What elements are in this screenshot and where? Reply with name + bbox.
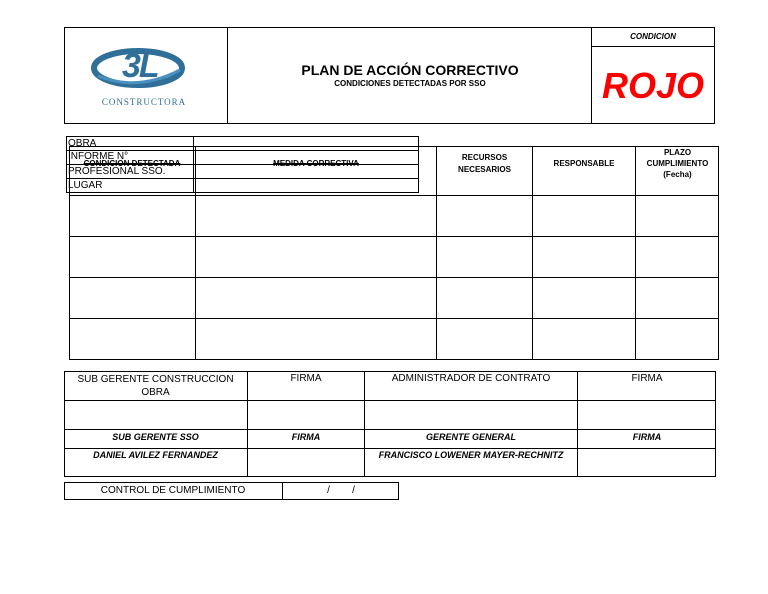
info-label-informe: INFORME N° [68, 151, 129, 162]
logo-subtitle: CONSTRUCTORA [101, 97, 187, 107]
condicion-label: CONDICION [630, 32, 676, 41]
table-hline [69, 195, 719, 196]
sig-firma-3: FIRMA [291, 432, 321, 442]
table-hline [69, 277, 719, 278]
sig-name-sso: DANIEL AVILEZ FERNANDEZ [93, 450, 218, 460]
condicion-value: ROJO [601, 65, 705, 106]
info-label-profesional: PROFESIONAL SSO. [68, 166, 166, 177]
col-header-recursos: RECURSOS NECESARIOS [458, 153, 511, 174]
table-hline [69, 236, 719, 237]
col-header-responsable: RESPONSABLE [553, 159, 615, 168]
sig-sub-gerente-construccion: SUB GERENTE CONSTRUCCION OBRA [77, 374, 234, 398]
page-subtitle: CONDICIONES DETECTADAS POR SSO [334, 79, 486, 88]
sig-vline [364, 371, 365, 477]
table-vline [532, 146, 533, 360]
condicion-label-cell [591, 27, 715, 47]
info-label-lugar: LUGAR [68, 180, 103, 191]
sig-sub-gerente-sso: SUB GERENTE SSO [112, 432, 199, 442]
title-cell [229, 62, 591, 88]
sig-name-gerente: FRANCISCO LOWENER MAYER-RECHNITZ [378, 450, 564, 460]
sig-vline [577, 371, 578, 477]
sig-firma-4: FIRMA [632, 432, 662, 442]
sig-hline [64, 400, 716, 401]
control-date: / / [327, 485, 355, 496]
condicion-value-cell [591, 48, 715, 124]
sig-hline [64, 429, 716, 430]
table-hline [69, 318, 719, 319]
sig-vline [247, 371, 248, 477]
sig-gerente-general: GERENTE GENERAL [425, 432, 516, 442]
page-title: PLAN DE ACCIÓN CORRECTIVO [301, 62, 519, 78]
sig-firma-1: FIRMA [290, 373, 322, 384]
sig-administrador: ADMINISTRADOR DE CONTRATO [391, 373, 551, 384]
info-hline [66, 164, 419, 165]
sig-firma-2: FIRMA [631, 373, 663, 384]
control-label: CONTROL DE CUMPLIMIENTO [100, 485, 246, 496]
sig-hline [64, 448, 716, 449]
info-hline [66, 178, 419, 179]
col-header-plazo: PLAZO CUMPLIMIENTO (Fecha) [646, 148, 709, 179]
company-logo [88, 40, 198, 110]
info-label-obra: OBRA [68, 138, 97, 149]
table-vline [436, 146, 437, 360]
logo-mark: 3L [122, 47, 158, 85]
